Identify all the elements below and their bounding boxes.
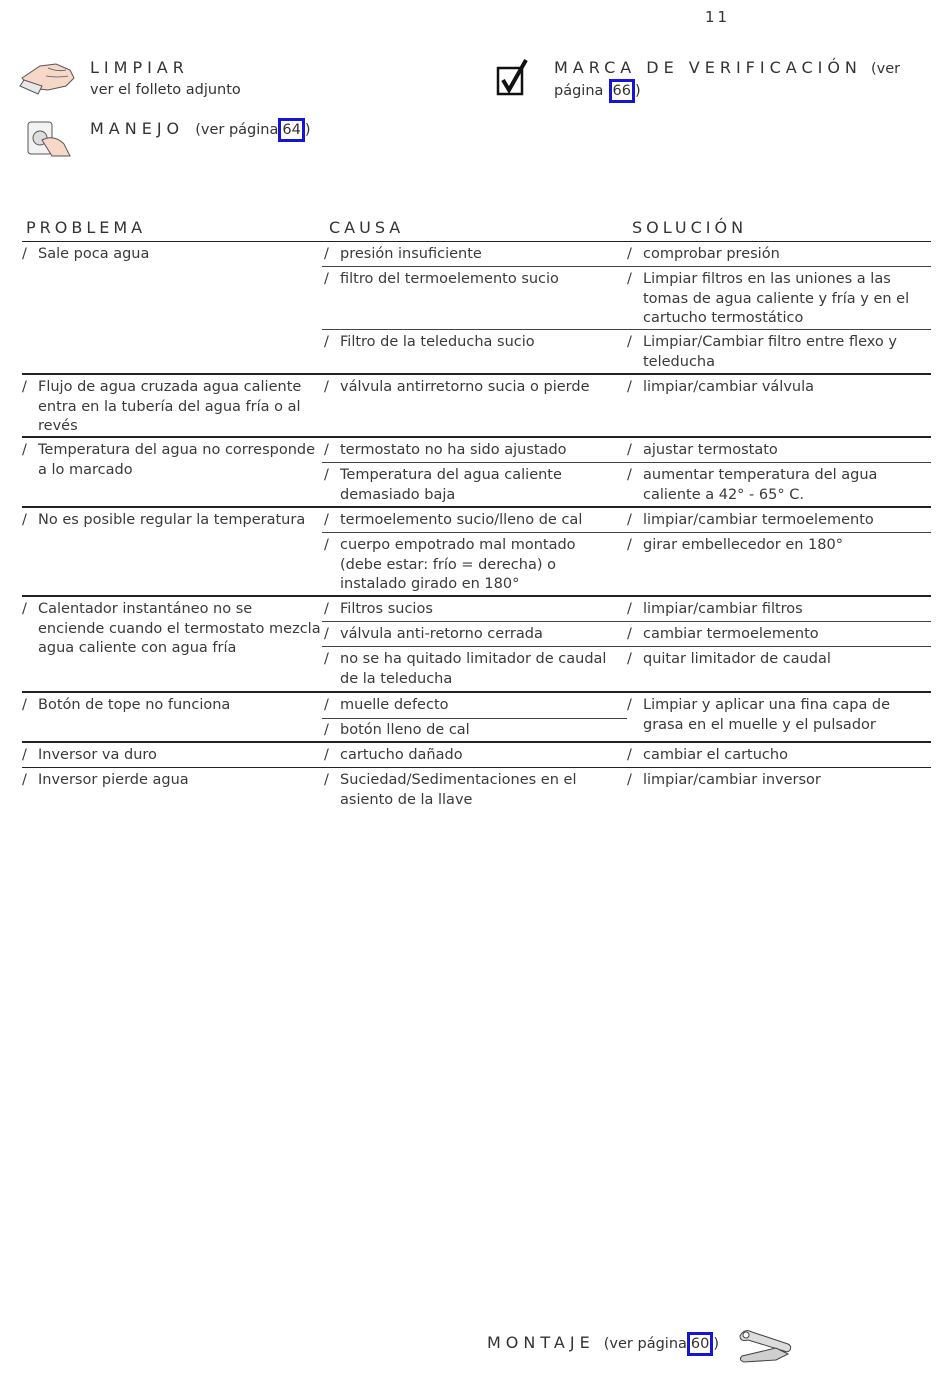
manejo-ref-text: (ver página [195, 122, 279, 138]
page-number: 11 [705, 8, 731, 26]
solution-cell: / limpiar/cambiar válvula [627, 379, 814, 395]
cleaning-hand-icon [18, 56, 76, 106]
row-divider [322, 718, 627, 719]
problem-cell: / Botón de tope no funciona [22, 697, 231, 713]
table-row [322, 768, 931, 814]
table-row [322, 267, 931, 330]
solution-cell: / limpiar/cambiar inversor [627, 772, 821, 788]
manejo-ref-close: ) [304, 122, 311, 138]
problem-cell: / Flujo de agua cruzada agua caliente entra en la tubería del agua fría o al revés [22, 379, 302, 434]
problem-cell: / No es posible regular la temperatura [22, 512, 306, 528]
troubleshooting-table [22, 218, 931, 814]
marca-title: MARCA DE VERIFICACIÓN [554, 58, 862, 77]
problem-cell: / Inversor pierde agua [22, 772, 189, 788]
problem-group [22, 768, 931, 814]
cause-cell: / Temperatura del agua caliente demasiado baja [324, 467, 562, 503]
solution-cell: / aumentar temperatura del agua caliente a 42° - 65° C. [627, 467, 878, 503]
table-row [322, 375, 931, 436]
solution-cell: / cambiar termoelemento [627, 626, 819, 642]
table-row [322, 463, 931, 506]
table-row [322, 533, 931, 595]
montaje-ref-text: (ver página [603, 1336, 687, 1352]
cause-cell: / Suciedad/Sedimentaciones en el asiento de la llave [324, 772, 577, 808]
solution-cell: / quitar limitador de caudal [627, 651, 831, 667]
cause-cell: / cartucho dañado [324, 747, 463, 763]
cause-cell: / Filtros sucios [324, 601, 433, 617]
problem-cell: / Inversor va duro [22, 747, 157, 763]
manejo-page-link[interactable]: 64 [278, 118, 304, 142]
wrench-screwdriver-icon [736, 1326, 794, 1366]
cause-cell: / no se ha quitado limitador de caudal de la teleducha [324, 651, 607, 687]
header-problem: PROBLEMA [26, 218, 147, 237]
faucet-handle-icon [24, 118, 82, 168]
solution-cell: / comprobar presión [627, 246, 780, 262]
montaje-page-link[interactable]: 60 [687, 1332, 713, 1356]
manejo-title: MANEJO [90, 119, 185, 138]
solution-cell: / girar embellecedor en 180° [627, 537, 843, 553]
problem-group [22, 438, 931, 508]
cause-cell: / presión insuficiente [324, 246, 482, 262]
problem-group [22, 508, 931, 597]
cause-cell: / Filtro de la teleducha sucio [324, 334, 535, 350]
limpiar-subtitle: ver el folleto adjunto [90, 82, 241, 98]
solution-cell: / Limpiar y aplicar una fina capa de grasa en el muelle y el pulsador [627, 697, 891, 733]
cause-cell: / válvula antirretorno sucia o pierde [324, 379, 590, 395]
solution-cell: / Limpiar/Cambiar filtro entre flexo y teleducha [627, 334, 897, 370]
cause-cell: / cuerpo empotrado mal montado (debe estar: frío = derecha) o instalado girado en 180° [324, 537, 576, 592]
limpiar-title: LIMPIAR [90, 58, 189, 77]
problem-group [22, 693, 931, 743]
table-row [322, 508, 931, 533]
header-cause: CAUSA [329, 218, 405, 237]
problem-group [22, 242, 931, 375]
table-row [322, 743, 931, 767]
solution-cell: / cambiar el cartucho [627, 747, 788, 763]
cause-cell: / muelle defecto [324, 697, 449, 713]
table-row [322, 647, 931, 691]
header-solution: SOLUCIÓN [632, 218, 748, 237]
problem-cell: / Sale poca agua [22, 246, 150, 262]
table-row [322, 597, 931, 622]
cause-cell: / termostato no ha sido ajustado [324, 442, 567, 458]
table-row [322, 330, 931, 373]
table-header [22, 218, 931, 242]
cause-cell: / botón lleno de cal [324, 722, 470, 738]
solution-cell: / limpiar/cambiar termoelemento [627, 512, 874, 528]
table-row [322, 242, 931, 267]
table-row [322, 622, 931, 647]
table-row [322, 438, 931, 463]
marca-ref-close: ) [634, 83, 641, 99]
solution-cell: / limpiar/cambiar filtros [627, 601, 803, 617]
marca-page-link[interactable]: 66 [609, 79, 635, 103]
cause-cell: / termoelemento sucio/lleno de cal [324, 512, 583, 528]
marca-ref-open: (ver [870, 61, 901, 77]
cause-cell: / válvula anti-retorno cerrada [324, 626, 543, 642]
solution-cell: / Limpiar filtros en las uniones a las tomas de agua caliente y fría y en el cartucho termostático [627, 271, 910, 326]
montaje-title: MONTAJE [487, 1333, 595, 1352]
problem-group [22, 743, 931, 768]
checkmark-box-icon [496, 58, 530, 98]
problem-group [22, 597, 931, 693]
solution-cell: / ajustar termostato [627, 442, 778, 458]
problem-cell: / Calentador instantáneo no se enciende cuando el termostato mezcla agua caliente con agua fría [22, 601, 321, 656]
montaje-ref-close: ) [713, 1336, 720, 1352]
problem-cell: / Temperatura del agua no corresponde a lo marcado [22, 442, 316, 478]
cause-cell: / filtro del termoelemento sucio [324, 271, 559, 287]
marca-ref-text: página [554, 83, 604, 99]
problem-group [22, 375, 931, 438]
